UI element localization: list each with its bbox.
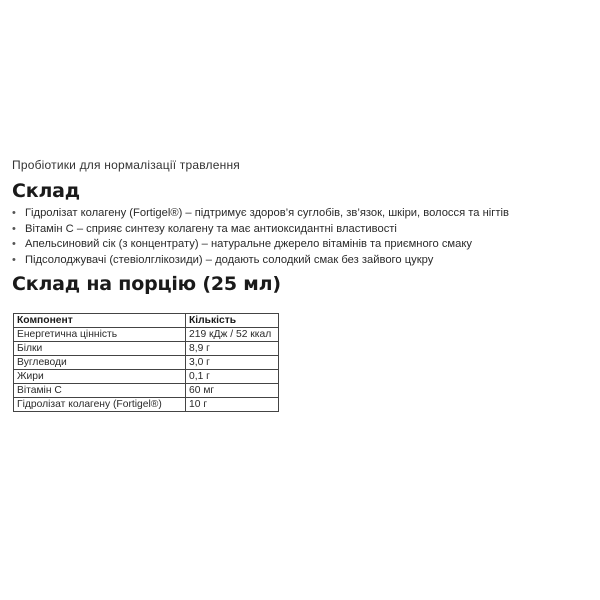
cell-component: Енергетична цінність [14, 328, 186, 342]
serving-heading: Склад на порцію (25 мл) [12, 273, 281, 295]
table-row [14, 384, 279, 398]
cell-component: Вуглеводи [14, 356, 186, 370]
list-item [12, 237, 509, 253]
list-item-text: Вітамін С – сприяє синтезу колагену та має антиоксидантні властивості [25, 222, 397, 235]
header-amount: Кількість [186, 314, 279, 328]
table-row [14, 398, 279, 412]
cell-amount: 60 мг [186, 384, 279, 398]
cell-component: Вітамін С [14, 384, 186, 398]
composition-heading: Склад [12, 180, 80, 202]
header-component: Компонент [14, 314, 186, 328]
list-item-text: Гідролізат колагену (Fortigel®) – підтримує здоров’я суглобів, зв’язок, шкіри, волосся та нігтів [25, 207, 509, 219]
bullet-icon: • [12, 222, 16, 235]
bullet-icon: • [12, 238, 16, 250]
list-item [12, 222, 509, 238]
cell-amount: 219 кДж / 52 ккал [186, 328, 279, 342]
nutrition-table [13, 313, 279, 412]
table-row [14, 370, 279, 384]
table-header-row [14, 314, 279, 328]
cell-amount: 0,1 г [186, 370, 279, 384]
table-row [14, 342, 279, 356]
list-item-text: Підсолоджувачі (стевіолглікозиди) – додають солодкий смак без зайвого цукру [25, 253, 434, 266]
truncated-text-line [12, 158, 240, 173]
list-item [12, 253, 509, 269]
list-item-text: Апельсиновий сік (з концентрату) – натуральне джерело вітамінів та приємного смаку [25, 238, 472, 250]
bullet-icon: • [12, 207, 16, 219]
bullet-icon: • [12, 253, 16, 266]
cell-amount: 8,9 г [186, 342, 279, 356]
list-item [12, 206, 509, 222]
cell-amount: 3,0 г [186, 356, 279, 370]
table-row [14, 328, 279, 342]
cell-component: Жири [14, 370, 186, 384]
table-row [14, 356, 279, 370]
ingredient-list [12, 206, 509, 268]
truncated-text: Пробіотики для нормалізації травлення [12, 158, 240, 172]
cell-component: Білки [14, 342, 186, 356]
cell-amount: 10 г [186, 398, 279, 412]
cell-component: Гідролізат колагену (Fortigel®) [14, 398, 186, 412]
